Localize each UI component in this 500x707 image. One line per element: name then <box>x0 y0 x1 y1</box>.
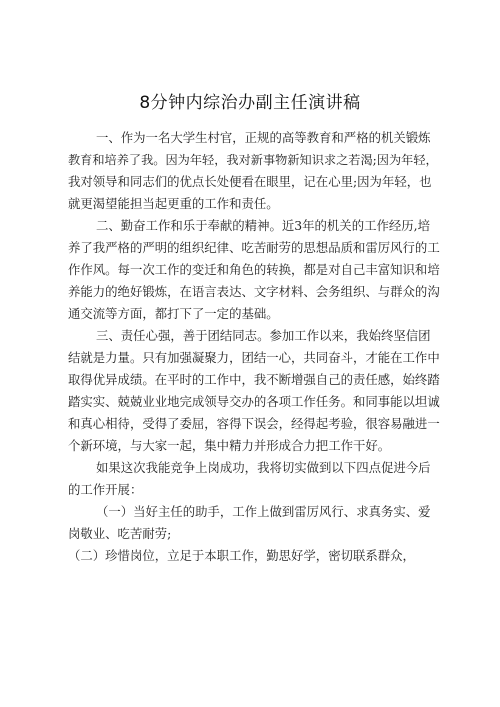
document-title: 8分钟内综治办副主任演讲稿 <box>139 93 361 113</box>
paragraph-line: 和真心相待，受得了委屈，容得下误会，经得起考验，很容易融进一 <box>68 416 440 431</box>
paragraph-line: 养了我严格的严明的组织纪律、吃苦耐劳的思想品质和雷厉风行的工 <box>68 240 440 255</box>
paragraph-line: 取得优异成绩。在平时的工作中，我不断增强自己的责任感，始终踏 <box>68 372 440 387</box>
paragraph-line: 就更渴望能担当起更重的工作和责任。 <box>68 196 279 211</box>
paragraph-line: （一）当好主任的助手，工作上做到雷厉风行、求真务实、爱 <box>96 504 431 519</box>
paragraph-line: 结就是力量。只有加强凝聚力，团结一心，共同奋斗，才能在工作中 <box>68 350 440 365</box>
paragraph-line: 教育和培养了我。因为年轻，我对新事物新知识求之若渴;因为年轻， <box>68 153 438 167</box>
paragraph-line: 岗敬业、吃苦耐劳; <box>68 526 172 541</box>
paragraph-line: 踏实实、兢兢业业地完成领导交办的各项工作任务。和同事能以坦诚 <box>68 394 440 409</box>
paragraph-line: （二）珍惜岗位，立足于本职工作，勤思好学，密切联系群众， <box>68 548 415 563</box>
paragraph-line: 二、勤奋工作和乐于奉献的精神。近3年的机关的工作经历,培 <box>96 218 430 233</box>
paragraph-line: 如果这次我能竞争上岗成功，我将切实做到以下四点促进今后 <box>96 460 431 475</box>
paragraph-line: 个新环境，与大家一起，集中精力并形成合力把工作干好。 <box>68 438 391 453</box>
paragraph-line: 一、作为一名大学生村官，正规的高等教育和严格的机关锻炼 <box>96 130 431 145</box>
paragraph-line: 通交流等方面，都打下了一定的基础。 <box>68 306 279 321</box>
paragraph-line: 的工作开展： <box>68 482 143 497</box>
paragraph-line: 我对领导和同志们的优点长处便看在眼里，记在心里;因为年轻，也 <box>68 174 432 189</box>
paragraph-line: 三、责任心强，善于团结同志。参加工作以来，我始终坚信团 <box>96 328 431 343</box>
paragraph-line: 作作风。每一次工作的变迁和角色的转换，都是对自己丰富知识和培 <box>68 262 440 277</box>
paragraph-line: 养能力的绝好锻炼，在语言表达、文字材料、会务组织、与群众的沟 <box>68 284 440 299</box>
